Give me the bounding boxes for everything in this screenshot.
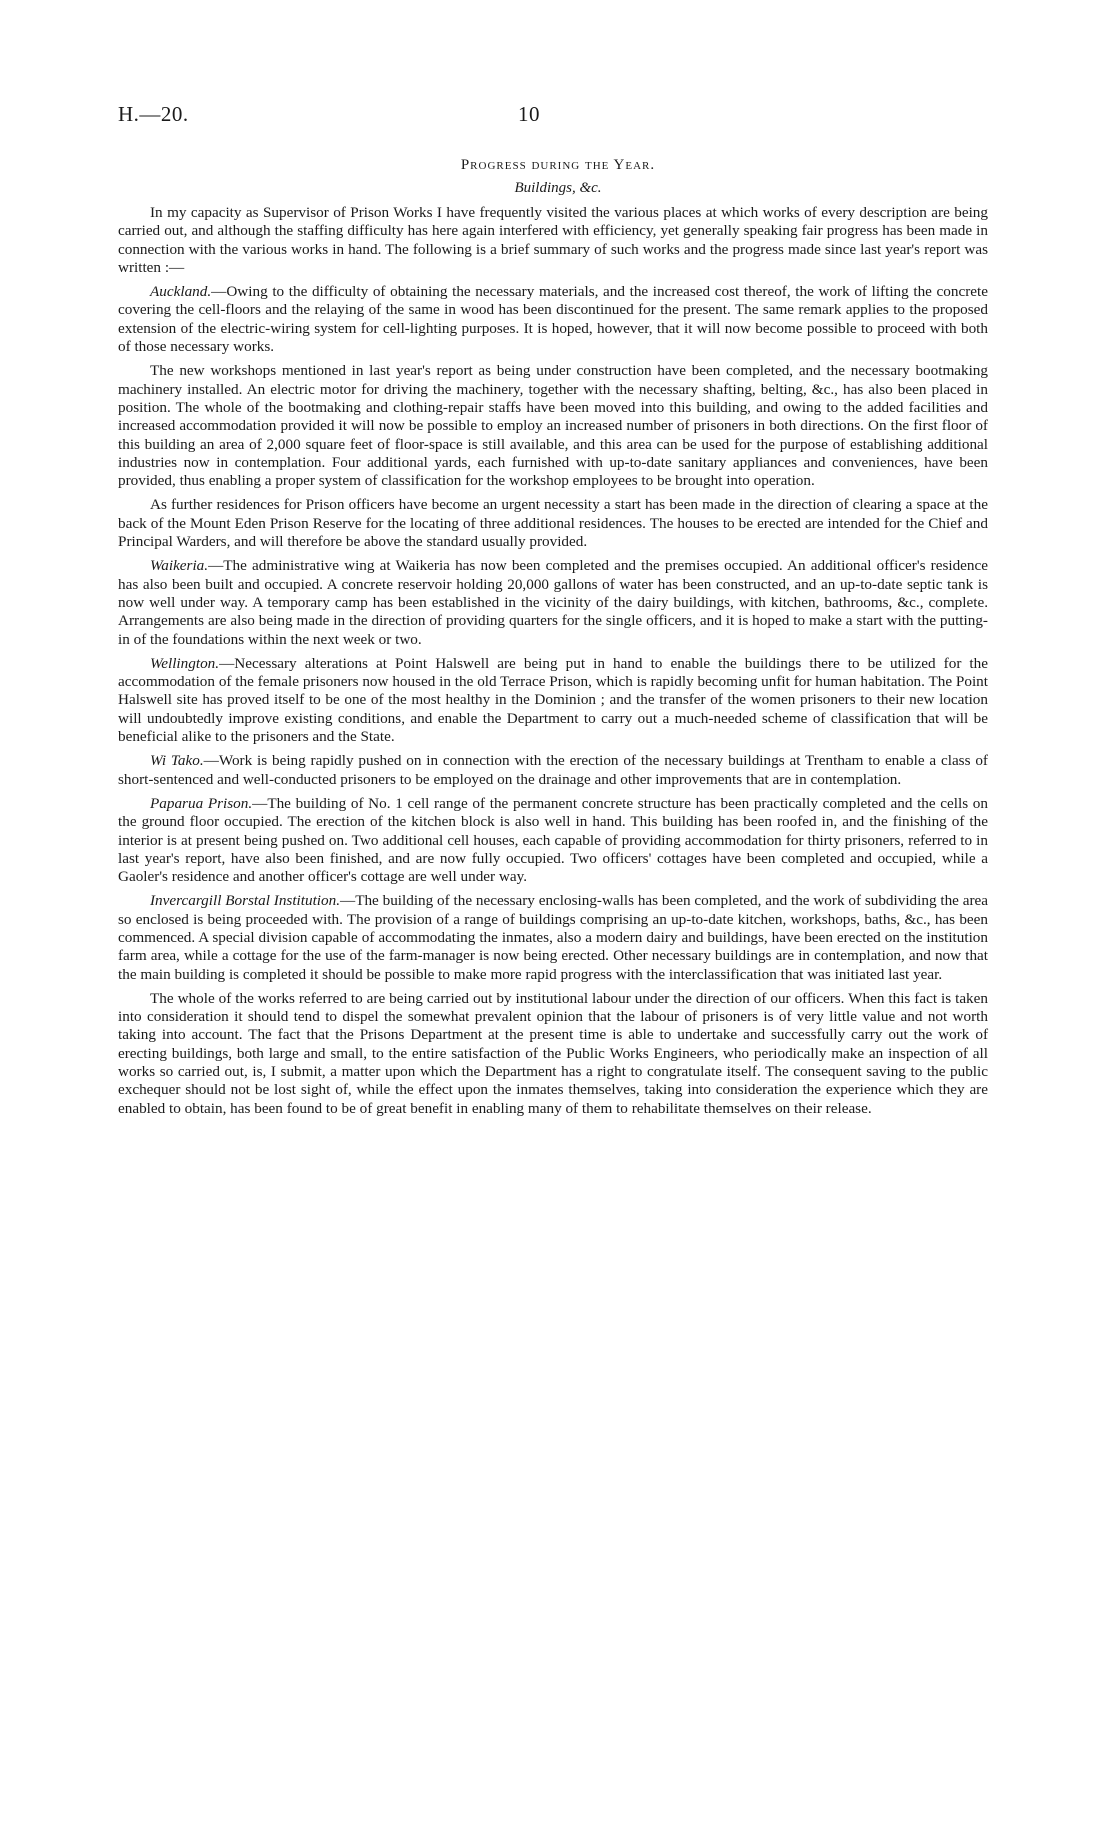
- place-heading-invercargill: Invercargill Borstal Institution.: [150, 892, 340, 910]
- body-text: [118, 204, 988, 1124]
- place-heading-auckland: Auckland.: [150, 283, 212, 301]
- place-heading-paparua: Paparua Prison.: [150, 794, 253, 812]
- paragraph-auckland-workshops: The new workshops mentioned in last year's report as being under construction have been completed, and the necessary bootmaking machinery installed. An electric motor for driving the machinery, together with the necessary shafting, belting, &c., has also been placed in position. The whole of the bootmaking and clothing-repair staffs have been moved into this building, and owing to the added facilities and increased accommodation provided it will now be possible to employ an increased number of prisoners in both directions. On the first floor of this building an area of 2,000 square feet of floor-space is still available, and this area can be used for the purpose of establishing additional industries now in contemplation. Four additional yards, each furnished with up-to-date sanitary appliances and conveniences, have been provided, thus enabling a proper system of classification for the workshop employees to be brought into operation.: [118, 362, 988, 490]
- place-heading-waikeria: Waikeria.: [150, 557, 209, 575]
- paragraph-wi-tako: [118, 752, 988, 789]
- section-subtitle: Buildings, &c.: [514, 180, 602, 196]
- paragraph-wi-tako-text: —Work is being rapidly pushed on in connection with the erection of the necessary buildings at Trentham to enable a class of short-sentenced and well-conducted prisoners to be employed on the drainage and other improvements that are in contemplation.: [118, 752, 988, 788]
- paragraph-invercargill: [118, 892, 988, 983]
- page-number: 10: [518, 102, 540, 126]
- section-title: Progress during the Year.: [460, 157, 656, 173]
- running-head: [118, 102, 998, 132]
- paragraph-waikeria: [118, 557, 988, 648]
- report-reference: H.—20.: [118, 102, 189, 126]
- paragraph-paparua: [118, 795, 988, 886]
- paragraph-invercargill-text: —The building of the necessary enclosing-walls has been completed, and the work of subdividing the area so enclosed is being proceeded with. The provision of a range of buildings comprising an up-to-date kitchen, workshops, baths, &c., has been commenced. A special division capable of accommodating the inmates, also a modern dairy and buildings, have been erected on the institution farm area, while a cottage for the use of the farm-manager is now being erected. Other necessary buildings are in contemplation, and now that the main building is completed it should be possible to make more rapid progress with the interclassification that was initiated last year.: [118, 892, 988, 983]
- paragraph-wellington: [118, 655, 988, 746]
- paragraph-auckland: [118, 283, 988, 356]
- place-heading-wellington: Wellington.: [150, 654, 220, 672]
- paragraph-auckland-residences: As further residences for Prison officers have become an urgent necessity a start has been made in the direction of clearing a space at the back of the Mount Eden Prison Reserve for the locating of three additional residences. The houses to be erected are intended for the Chief and Principal Warders, and will therefore be above the standard usually provided.: [118, 496, 988, 551]
- paragraph-auckland-text: —Owing to the difficulty of obtaining the necessary materials, and the increased cost thereof, the work of lifting the concrete covering the cell-floors and the relaying of the same in wood has been discontinued for the present. The same remark applies to the proposed extension of the electric-wiring system for cell-lighting purposes. It is hoped, however, that it will now become possible to proceed with both of those necessary works.: [118, 283, 988, 356]
- paragraph-paparua-text: —The building of No. 1 cell range of the permanent concrete structure has been practically completed and the cells on the ground floor occupied. The erection of the kitchen block is also well in hand. This building has been roofed in, and the finishing of the interior is at present being pushed on. Two additional cell houses, each capable of providing accommodation for thirty prisoners, referred to in last year's report, have also been finished, and are now fully occupied. Two officers' cottages have been completed and occupied, while a Gaoler's residence and another officer's cottage are well under way.: [118, 794, 988, 886]
- paragraph-wellington-text: —Necessary alterations at Point Halswell are being put in hand to enable the buildings there to be utilized for the accommodation of the female prisoners now housed in the old Terrace Prison, which is rapidly becoming unfit for human habitation. The Point Halswell site has proved itself to be one of the most healthy in the Dominion ; and the transfer of the women prisoners to their new location will undoubtedly improve existing conditions, and enable the Department to carry out a much-needed scheme of classification that will be beneficial alike to the prisoners and the State.: [118, 654, 988, 746]
- place-heading-wi-tako: Wi Tako.: [150, 752, 204, 770]
- paragraph-closing: The whole of the works referred to are being carried out by institutional labour under the direction of our officers. When this fact is taken into consideration it should tend to dispel the somewhat prevalent opinion that the labour of prisoners is of very little value and not worth taking into account. The fact that the Prisons Department at the present time is able to undertake and successfully carry out the work of erecting buildings, both large and small, to the entire satisfaction of the Public Works Engineers, who periodically make an inspection of all works so carried out, is, I submit, a matter upon which the Department has a right to congratulate itself. The consequent saving to the public exchequer should not be lost sight of, while the effect upon the inmates themselves, taking into consideration the experience which they are enabled to obtain, has been found to be of great benefit in enabling many of them to rehabilitate themselves on their release.: [118, 989, 988, 1117]
- paragraph-waikeria-text: —The administrative wing at Waikeria has now been completed and the premises occupied. An additional officer's residence has also been built and occupied. A concrete reservoir holding 20,000 gallons of water has been constructed, and an up-to-date septic tank is now well under way. A temporary camp has been established in the vicinity of the dairy buildings, with kitchen, bathrooms, &c., complete. Arrangements are also being made in the direction of providing quarters for the single officers, and it is hoped to make a start with the putting-in of the foundations within the next week or two.: [118, 557, 988, 648]
- paragraph-intro: In my capacity as Supervisor of Prison Works I have frequently visited the various places at which works of every description are being carried out, and although the staffing difficulty has here again interfered with efficiency, yet generally speaking fair progress has been made in connection with the various works in hand. The following is a brief summary of such works and the progress made since last year's report was written :—: [118, 204, 988, 276]
